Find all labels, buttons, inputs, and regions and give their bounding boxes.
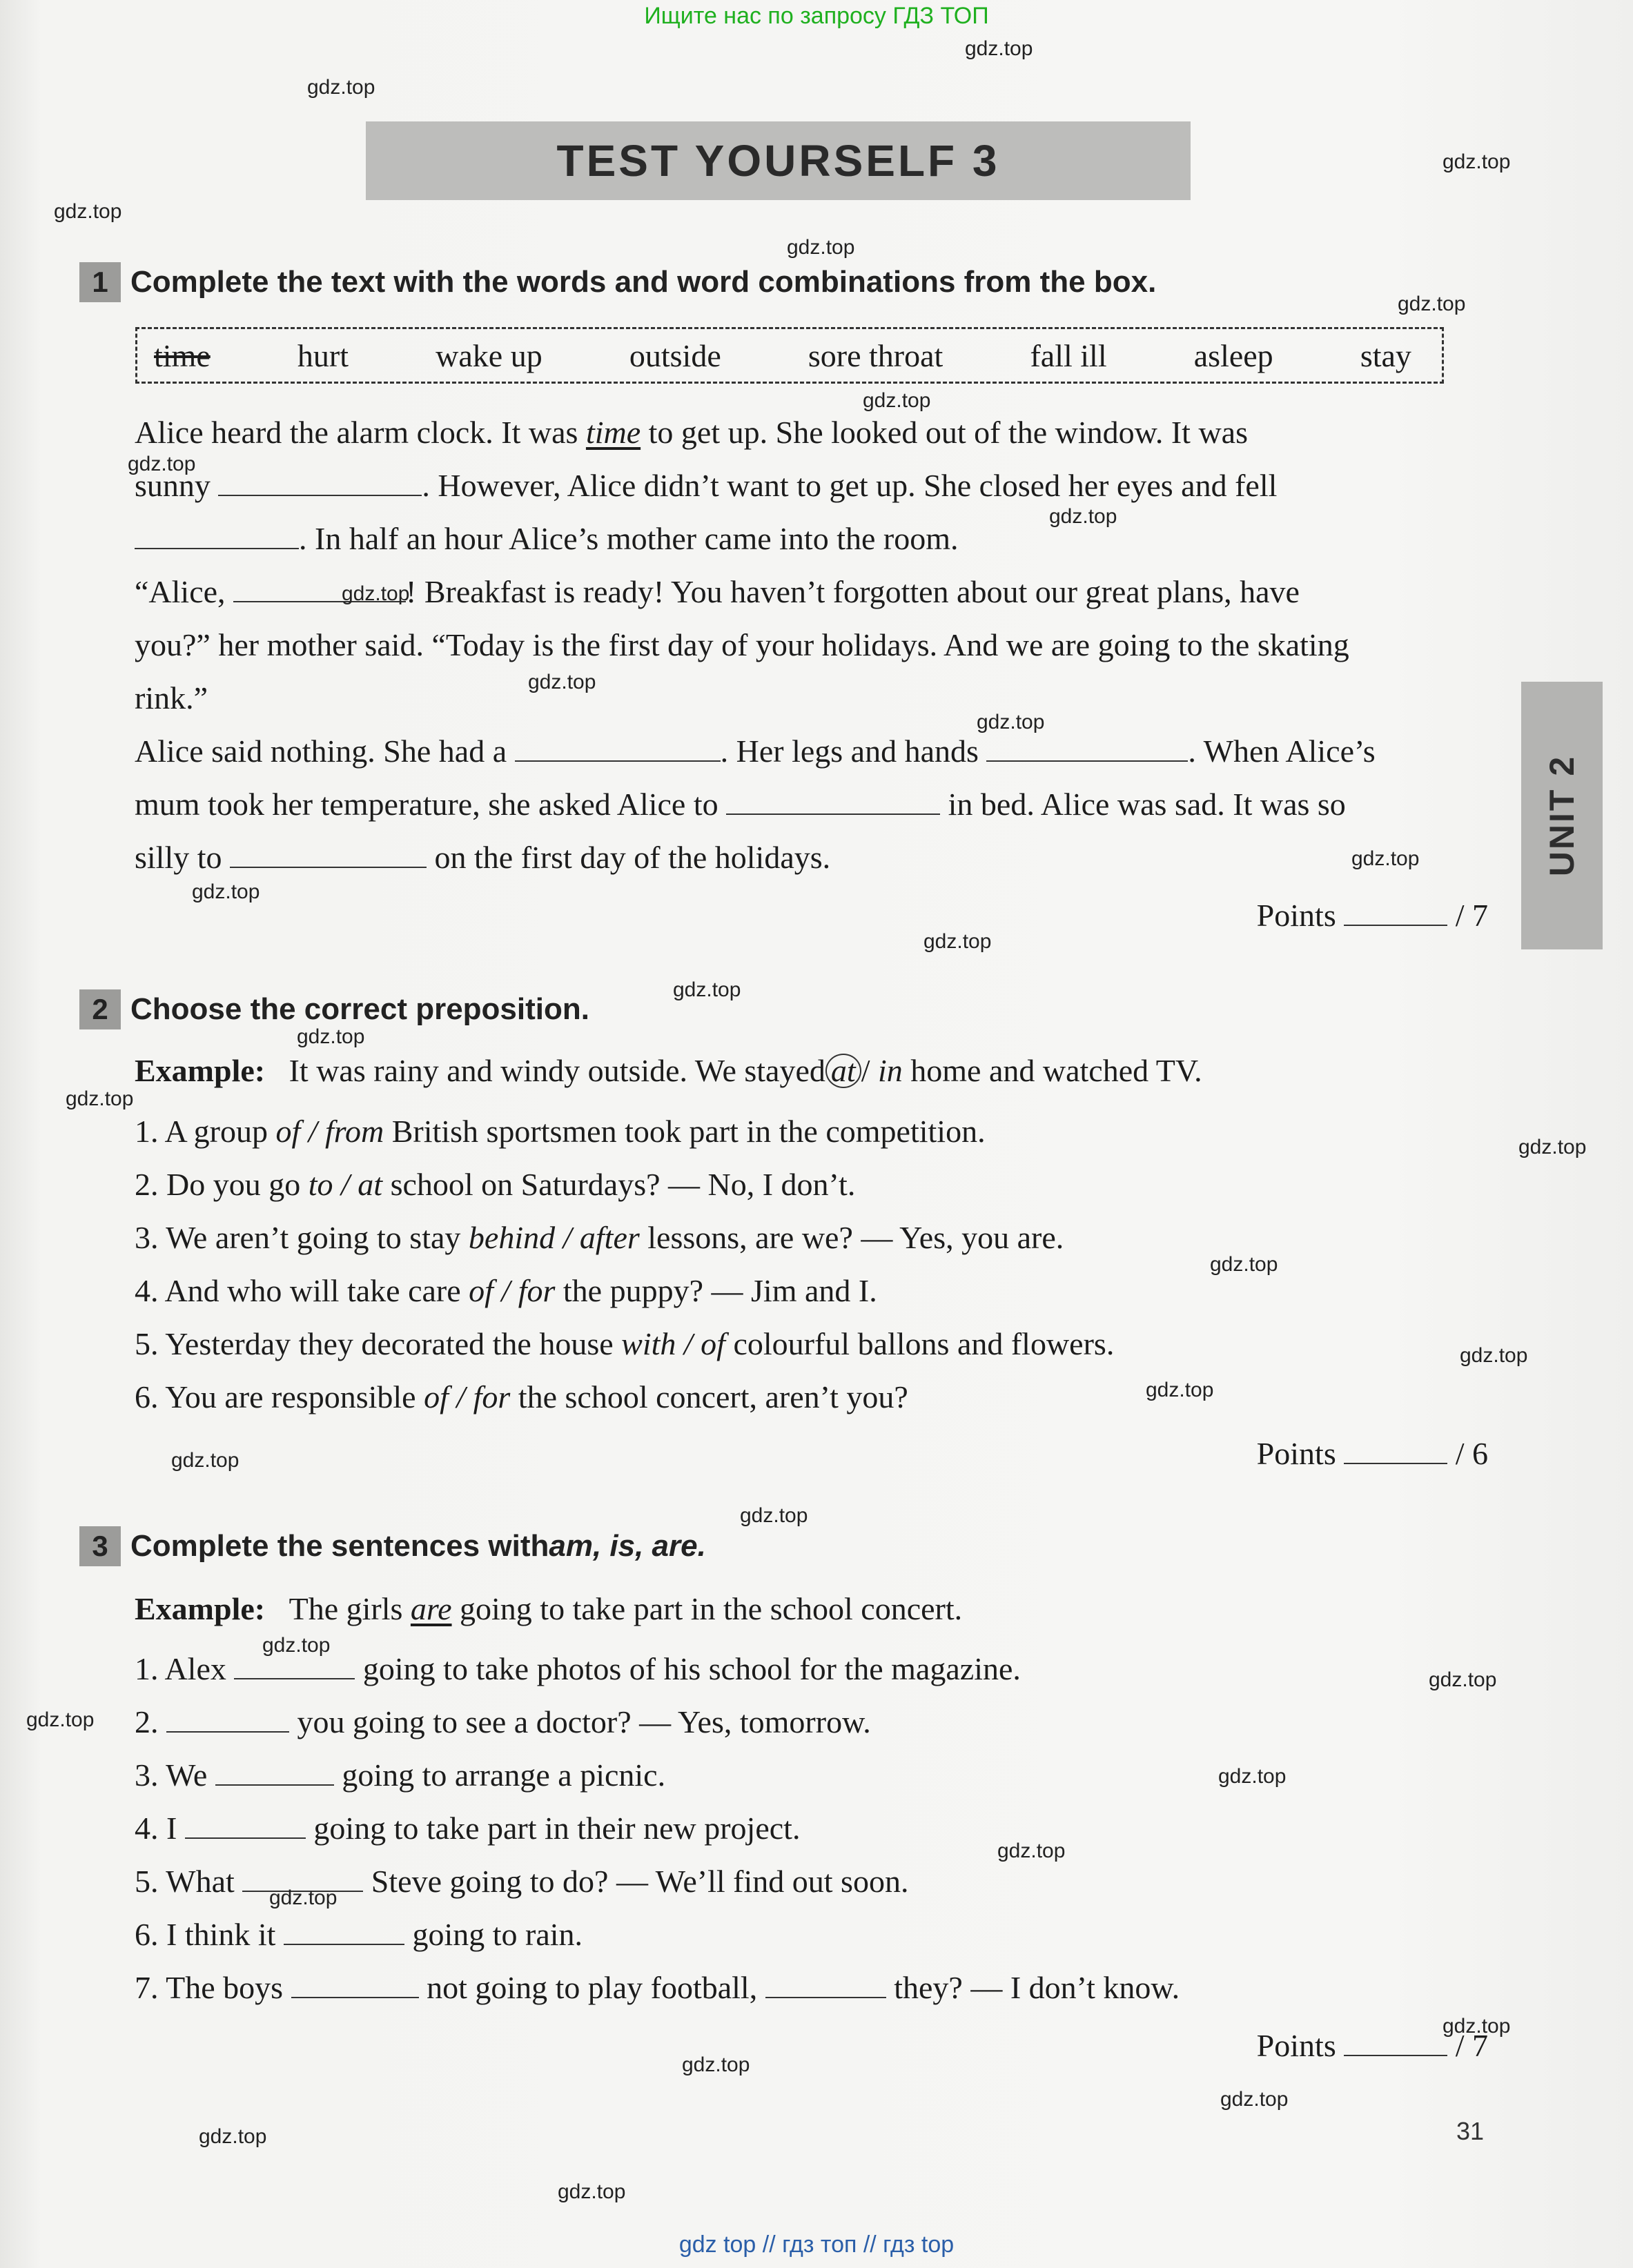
- text-line: sunny . However, Alice didn’t want to get up. She closed her eyes and fell: [135, 468, 1278, 503]
- watermark: gdz.top: [1351, 847, 1420, 870]
- watermark: gdz.top: [26, 1708, 95, 1731]
- exercise-item: 3. We aren’t going to stay behind / after lessons, are we? — Yes, you are.: [135, 1220, 1064, 1255]
- unit-tab: [1521, 682, 1603, 949]
- watermark: gdz.top: [682, 2053, 750, 2076]
- preposition-choice[interactable]: to / at: [308, 1167, 383, 1202]
- exercise-item: 5. What Steve going to do? — We’ll find out soon.: [135, 1864, 909, 1899]
- watermark: gdz.top: [1210, 1253, 1278, 1276]
- task2-instruction: Choose the correct preposition.: [130, 992, 589, 1026]
- watermark: gdz.top: [1220, 2088, 1289, 2111]
- answer-blank[interactable]: [135, 522, 299, 549]
- exercise-item: 2. you going to see a doctor? — Yes, tomorrow.: [135, 1704, 871, 1739]
- exercise-item: 4. I going to take part in their new project.: [135, 1811, 801, 1846]
- preposition-choice[interactable]: with / of: [621, 1326, 725, 1361]
- task3-heading: [79, 1526, 706, 1566]
- watermark: gdz.top: [1218, 1765, 1287, 1788]
- watermark: gdz.top: [262, 1634, 331, 1657]
- watermark: gdz.top: [1049, 505, 1117, 528]
- task2-number: 2: [79, 989, 121, 1029]
- task1-heading: [79, 262, 1156, 302]
- task2-heading: [79, 989, 589, 1029]
- watermark: gdz.top: [1146, 1379, 1214, 1401]
- watermark: gdz.top: [740, 1504, 808, 1527]
- box-word: hurt: [297, 337, 349, 373]
- watermark: gdz.top: [787, 236, 855, 259]
- answer-example: time: [585, 415, 641, 450]
- box-word: outside: [629, 337, 721, 373]
- watermark: gdz.top: [1518, 1136, 1587, 1158]
- watermark: gdz.top: [1460, 1344, 1528, 1367]
- page-number: 31: [1456, 2117, 1485, 2145]
- task1-number: 1: [79, 262, 121, 302]
- answer-blank[interactable]: [726, 787, 940, 815]
- exercise-item: 2. Do you go to / at school on Saturdays? — No, I don’t.: [135, 1167, 856, 1202]
- points-blank[interactable]: [1344, 2029, 1447, 2056]
- exercise-item: 6. I think it going to rain.: [135, 1917, 583, 1952]
- word-box: [135, 327, 1444, 384]
- bottom-banner[interactable]: gdz top // гдз топ // гдз top: [678, 2231, 955, 2258]
- text-line: rink.”: [135, 680, 208, 716]
- circled-answer: at: [825, 1054, 861, 1088]
- answer-blank[interactable]: [185, 1811, 306, 1839]
- watermark: gdz.top: [342, 582, 410, 605]
- answer-blank[interactable]: [765, 1971, 886, 1998]
- answer-blank[interactable]: [218, 469, 422, 496]
- preposition-choice[interactable]: of / for: [424, 1379, 511, 1414]
- preposition-choice[interactable]: of / for: [469, 1273, 556, 1308]
- task2-points: Points / 6: [1256, 1436, 1488, 1471]
- answer-blank[interactable]: [291, 1971, 419, 1998]
- watermark: gdz.top: [54, 200, 122, 223]
- text-line: silly to on the first day of the holidays.: [135, 840, 831, 875]
- box-word: wake up: [436, 337, 542, 373]
- box-word: asleep: [1193, 337, 1273, 373]
- watermark: gdz.top: [307, 76, 375, 99]
- points-blank[interactable]: [1344, 1437, 1447, 1464]
- top-banner[interactable]: Ищите нас по запросу ГДЗ ТОП: [644, 3, 989, 29]
- watermark: gdz.top: [171, 1449, 239, 1472]
- exercise-item: 3. We going to arrange a picnic.: [135, 1757, 666, 1793]
- answer-blank[interactable]: [284, 1917, 404, 1945]
- watermark: gdz.top: [192, 880, 260, 903]
- watermark: gdz.top: [977, 711, 1045, 733]
- task3-number: 3: [79, 1526, 121, 1566]
- exercise-item: 7. The boys not going to play football, they? — I don’t know.: [135, 1970, 1180, 2005]
- watermark: gdz.top: [199, 2125, 267, 2148]
- box-word: time: [154, 337, 211, 373]
- task1-points: Points / 7: [1256, 898, 1488, 933]
- answer-blank[interactable]: [986, 734, 1188, 762]
- exercise-item: 6. You are responsible of / for the school concert, aren’t you?: [135, 1379, 908, 1414]
- preposition-choice[interactable]: behind / after: [468, 1220, 640, 1255]
- watermark: gdz.top: [1429, 1668, 1497, 1691]
- exercise-item: 1. A group of / from British sportsmen took part in the competition.: [135, 1114, 986, 1149]
- example-line: Example: The girls are going to take part in the school concert.: [135, 1591, 963, 1626]
- watermark: gdz.top: [1443, 150, 1511, 173]
- watermark: gdz.top: [269, 1886, 338, 1909]
- text-line: Alice said nothing. She had a . Her legs and hands . When Alice’s: [135, 733, 1376, 769]
- watermark: gdz.top: [997, 1840, 1066, 1862]
- exercise-item: 1. Alex going to take photos of his school for the magazine.: [135, 1651, 1021, 1686]
- answer-blank[interactable]: [215, 1758, 334, 1786]
- watermark: gdz.top: [1443, 2015, 1511, 2038]
- watermark: gdz.top: [863, 389, 931, 412]
- watermark: gdz.top: [923, 930, 992, 953]
- box-word: sore throat: [808, 337, 943, 373]
- text-line: you?” her mother said. “Today is the first day of your holidays. And we are going to the skating: [135, 627, 1349, 662]
- task1-instruction: Complete the text with the words and word combinations from the box.: [130, 265, 1157, 299]
- watermark: gdz.top: [297, 1025, 365, 1048]
- text-line: Alice heard the alarm clock. It was time to get up. She looked out of the window. It was: [135, 415, 1248, 450]
- answer-example: are: [410, 1591, 452, 1626]
- text-line: “Alice, ! Breakfast is ready! You haven’t forgotten about our great plans, have: [135, 574, 1300, 609]
- example-line: Example: It was rainy and windy outside. We stayed at / in home and watched TV.: [135, 1053, 1202, 1088]
- exercise-item: 5. Yesterday they decorated the house with / of colourful ballons and flowers.: [135, 1326, 1115, 1361]
- watermark: gdz.top: [66, 1087, 134, 1110]
- exercise-item: 4. And who will take care of / for the puppy? — Jim and I.: [135, 1273, 877, 1308]
- unit-tab-label: UNIT 2: [1543, 754, 1582, 877]
- watermark: gdz.top: [673, 978, 741, 1001]
- watermark: gdz.top: [128, 453, 196, 475]
- watermark: gdz.top: [965, 37, 1033, 60]
- task3-points: Points / 7: [1256, 2028, 1488, 2063]
- preposition-choice[interactable]: of / from: [275, 1114, 384, 1149]
- answer-blank[interactable]: [230, 840, 427, 868]
- watermark: gdz.top: [1398, 293, 1466, 315]
- text-line: . In half an hour Alice’s mother came into the room.: [135, 520, 959, 557]
- answer-blank[interactable]: [166, 1705, 289, 1733]
- task3-instruction-words: am, is, are.: [549, 1529, 706, 1563]
- page-title: TEST YOURSELF 3: [366, 121, 1191, 200]
- watermark: gdz.top: [558, 2180, 626, 2203]
- watermark: gdz.top: [528, 671, 596, 693]
- answer-blank[interactable]: [515, 734, 721, 762]
- box-word: fall ill: [1030, 337, 1107, 373]
- box-word: stay: [1360, 337, 1411, 373]
- text-line: mum took her temperature, she asked Alice to in bed. Alice was sad. It was so: [135, 787, 1346, 822]
- task3-instruction: Complete the sentences with: [130, 1529, 549, 1563]
- points-blank[interactable]: [1344, 898, 1447, 926]
